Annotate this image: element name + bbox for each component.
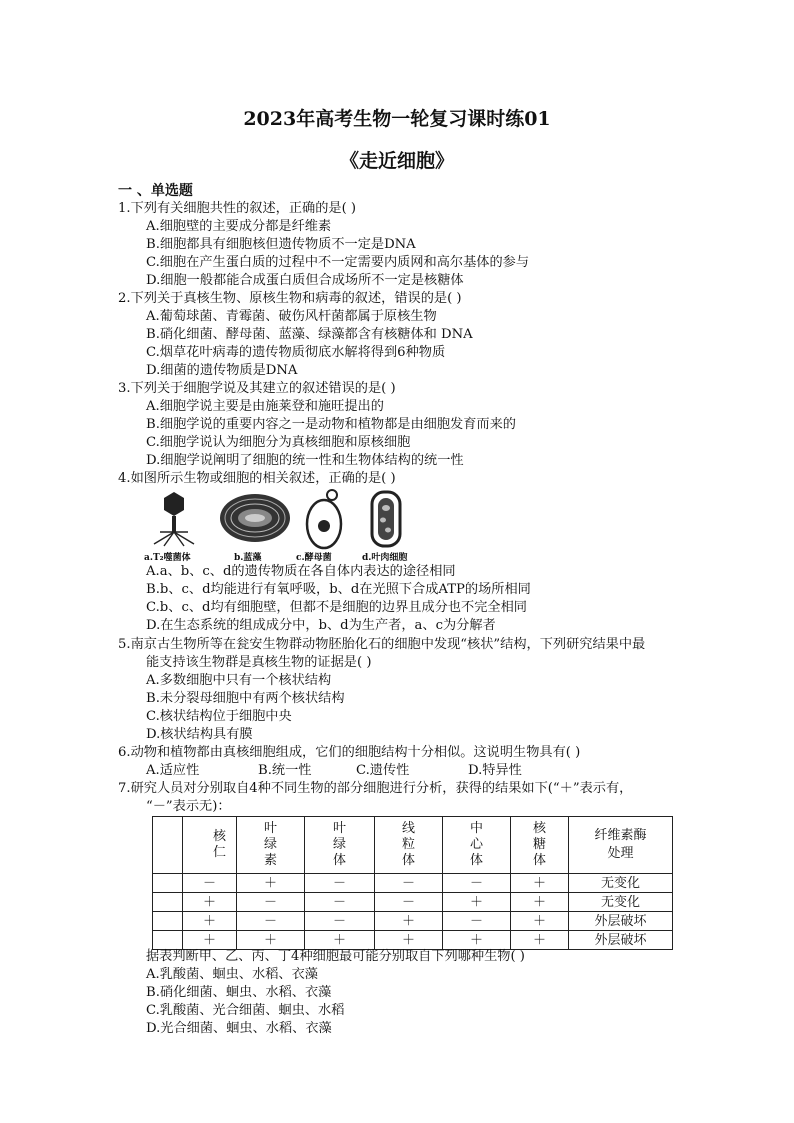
table-cell [153, 893, 183, 912]
question-7-stem-continued: “－”表示无)： [146, 799, 231, 814]
table-header-cell: 中心体 [443, 817, 511, 874]
table-cell: ＋ [511, 912, 569, 931]
table-cell: ＋ [183, 893, 237, 912]
table-header-row [153, 817, 673, 874]
table-cell: － [375, 874, 443, 893]
table-cell: ＋ [375, 931, 443, 950]
question-4-option-c: C.b、c、d均有细胞壁，但都不是细胞的边界且成分也不完全相同 [146, 600, 527, 615]
question-2-stem: 2.下列关于真核生物、原核生物和病毒的叙述，错误的是( ) [118, 291, 462, 306]
question-7-option-c: C.乳酸菌、光合细菌、蛔虫、水稻 [146, 1003, 345, 1018]
table-cell: － [305, 893, 375, 912]
table-cell: ＋ [183, 931, 237, 950]
table-row [153, 893, 673, 912]
table-cell: 无变化 [569, 874, 673, 893]
question-4-stem: 4.如图所示生物或细胞的相关叙述，正确的是( ) [118, 471, 396, 486]
question-1-option-a: A.细胞壁的主要成分都是纤维素 [146, 219, 332, 234]
table-cell: － [183, 874, 237, 893]
question-6-option-d: D.特异性 [468, 763, 522, 778]
question-2-option-b: B.硝化细菌、酵母菌、蓝藻、绿藻都含有核糖体和 DNA [146, 327, 473, 342]
question-4-figure [140, 488, 460, 562]
figure-caption-a: a.T₂噬菌体 [144, 553, 191, 563]
table-cell: 外层破坏 [569, 912, 673, 931]
table-cell: ＋ [375, 912, 443, 931]
table-cell: 无变化 [569, 893, 673, 912]
table-cell: ＋ [305, 931, 375, 950]
question-5-stem: 5.南京古生物所等在瓮安生物群动物胚胎化石的细胞中发现“核状”结构，下列研究结果中最 [118, 637, 646, 652]
question-3-option-d: D.细胞学说阐明了细胞的统一性和生物体结构的统一性 [146, 453, 464, 468]
table-row [153, 874, 673, 893]
question-1-option-d: D.细胞一般都能合成蛋白质但合成场所不一定是核糖体 [146, 273, 464, 288]
table-cell: ＋ [237, 931, 305, 950]
yeast-illustration [304, 488, 344, 550]
table-cell: － [443, 874, 511, 893]
results-table [152, 816, 673, 950]
phage-illustration [146, 488, 202, 548]
question-6-stem: 6.动物和植物都由真核细胞组成，它们的细胞结构十分相似。这说明生物具有( ) [118, 745, 581, 760]
question-3-option-a: A.细胞学说主要是由施莱登和施旺提出的 [146, 399, 384, 414]
table-cell: － [375, 893, 443, 912]
question-5-option-c: C.核状结构位于细胞中央 [146, 709, 292, 724]
table-cell: ＋ [443, 931, 511, 950]
table-cell: － [237, 912, 305, 931]
table-header-cell [153, 817, 183, 874]
question-3-option-c: C.细胞学说认为细胞分为真核细胞和原核细胞 [146, 435, 411, 450]
question-4-option-d: D.在生态系统的组成成分中，b、d为生产者，a、c为分解者 [146, 618, 496, 633]
question-7-option-d: D.光合细菌、蛔虫、水稻、衣藻 [146, 1021, 332, 1036]
table-cell: ＋ [443, 893, 511, 912]
question-1-option-b: B.细胞都具有细胞核但遗传物质不一定是DNA [146, 237, 416, 252]
table-cell: ＋ [237, 874, 305, 893]
table-cell: － [237, 893, 305, 912]
question-7-follow-up: 据表判断甲、乙、丙、丁4种细胞最可能分别取自下列哪种生物( ) [146, 949, 525, 964]
question-2-option-a: A.葡萄球菌、青霉菌、破伤风杆菌都属于原核生物 [146, 309, 437, 324]
table-row [153, 931, 673, 950]
question-5-option-d: D.核状结构具有膜 [146, 727, 253, 742]
question-5-option-a: A.多数细胞中只有一个核状结构 [146, 673, 332, 688]
table-cell [153, 931, 183, 950]
table-cell: ＋ [511, 931, 569, 950]
table-cell: ＋ [511, 893, 569, 912]
question-4-option-b: B.b、c、d均能进行有氧呼吸，b、d在光照下合成ATP的场所相同 [146, 582, 531, 597]
table-header-cell: 叶绿素 [237, 817, 305, 874]
table-header-cell: 叶绿体 [305, 817, 375, 874]
question-3-stem: 3.下列关于细胞学说及其建立的叙述错误的是( ) [118, 381, 396, 396]
table-cell: － [443, 912, 511, 931]
figure-caption-c: c.酵母菌 [296, 553, 332, 563]
question-4-option-a: A.a、b、c、d的遗传物质在各自体内表达的途径相同 [146, 564, 456, 579]
question-5-stem-continued: 能支持该生物群是真核生物的证据是( ) [146, 655, 372, 670]
question-6-option-b: B.统一性 [258, 763, 312, 778]
figure-caption-d: d.叶肉细胞 [362, 553, 408, 563]
leaf-cell-illustration [368, 488, 404, 550]
question-7-option-b: B.硝化细菌、蛔虫、水稻、衣藻 [146, 985, 332, 1000]
question-7-stem: 7.研究人员对分别取自4种不同生物的部分细胞进行分析，获得的结果如下(“＋”表示有， [118, 781, 633, 796]
table-cell: － [305, 912, 375, 931]
table-cell: ＋ [511, 874, 569, 893]
section-heading: 一 、单选题 [118, 183, 193, 199]
question-7-option-a: A.乳酸菌、蛔虫、水稻、衣藻 [146, 967, 318, 982]
question-1-option-c: C.细胞在产生蛋白质的过程中不一定需要内质网和高尔基体的参与 [146, 255, 530, 270]
cyanobacteria-illustration [218, 488, 292, 548]
table-header-cell: 线粒体 [375, 817, 443, 874]
question-1-stem: 1.下列有关细胞共性的叙述，正确的是( ) [118, 201, 357, 216]
question-2-option-d: D.细菌的遗传物质是DNA [146, 363, 298, 378]
figure-caption-b: b.蓝藻 [234, 553, 262, 563]
question-5-option-b: B.未分裂母细胞中有两个核状结构 [146, 691, 345, 706]
table-header-cell: 纤维素酶处理 [569, 817, 673, 874]
question-6-option-a: A.适应性 [146, 763, 200, 778]
table-cell: ＋ [183, 912, 237, 931]
table-header-cell: 核仁 [183, 817, 237, 874]
document-subtitle: 《走近细胞》 [339, 150, 454, 172]
document-title: 2023年高考生物一轮复习课时练01 [243, 108, 551, 130]
table-cell: － [305, 874, 375, 893]
question-2-option-c: C.烟草花叶病毒的遗传物质彻底水解将得到6种物质 [146, 345, 446, 360]
question-6-option-c: C.遗传性 [356, 763, 410, 778]
question-3-option-b: B.细胞学说的重要内容之一是动物和植物都是由细胞发育而来的 [146, 417, 516, 432]
table-cell [153, 912, 183, 931]
table-cell: 外层破坏 [569, 931, 673, 950]
table-header-cell: 核糖体 [511, 817, 569, 874]
table-row [153, 912, 673, 931]
question-6-options [146, 762, 522, 780]
table-cell [153, 874, 183, 893]
